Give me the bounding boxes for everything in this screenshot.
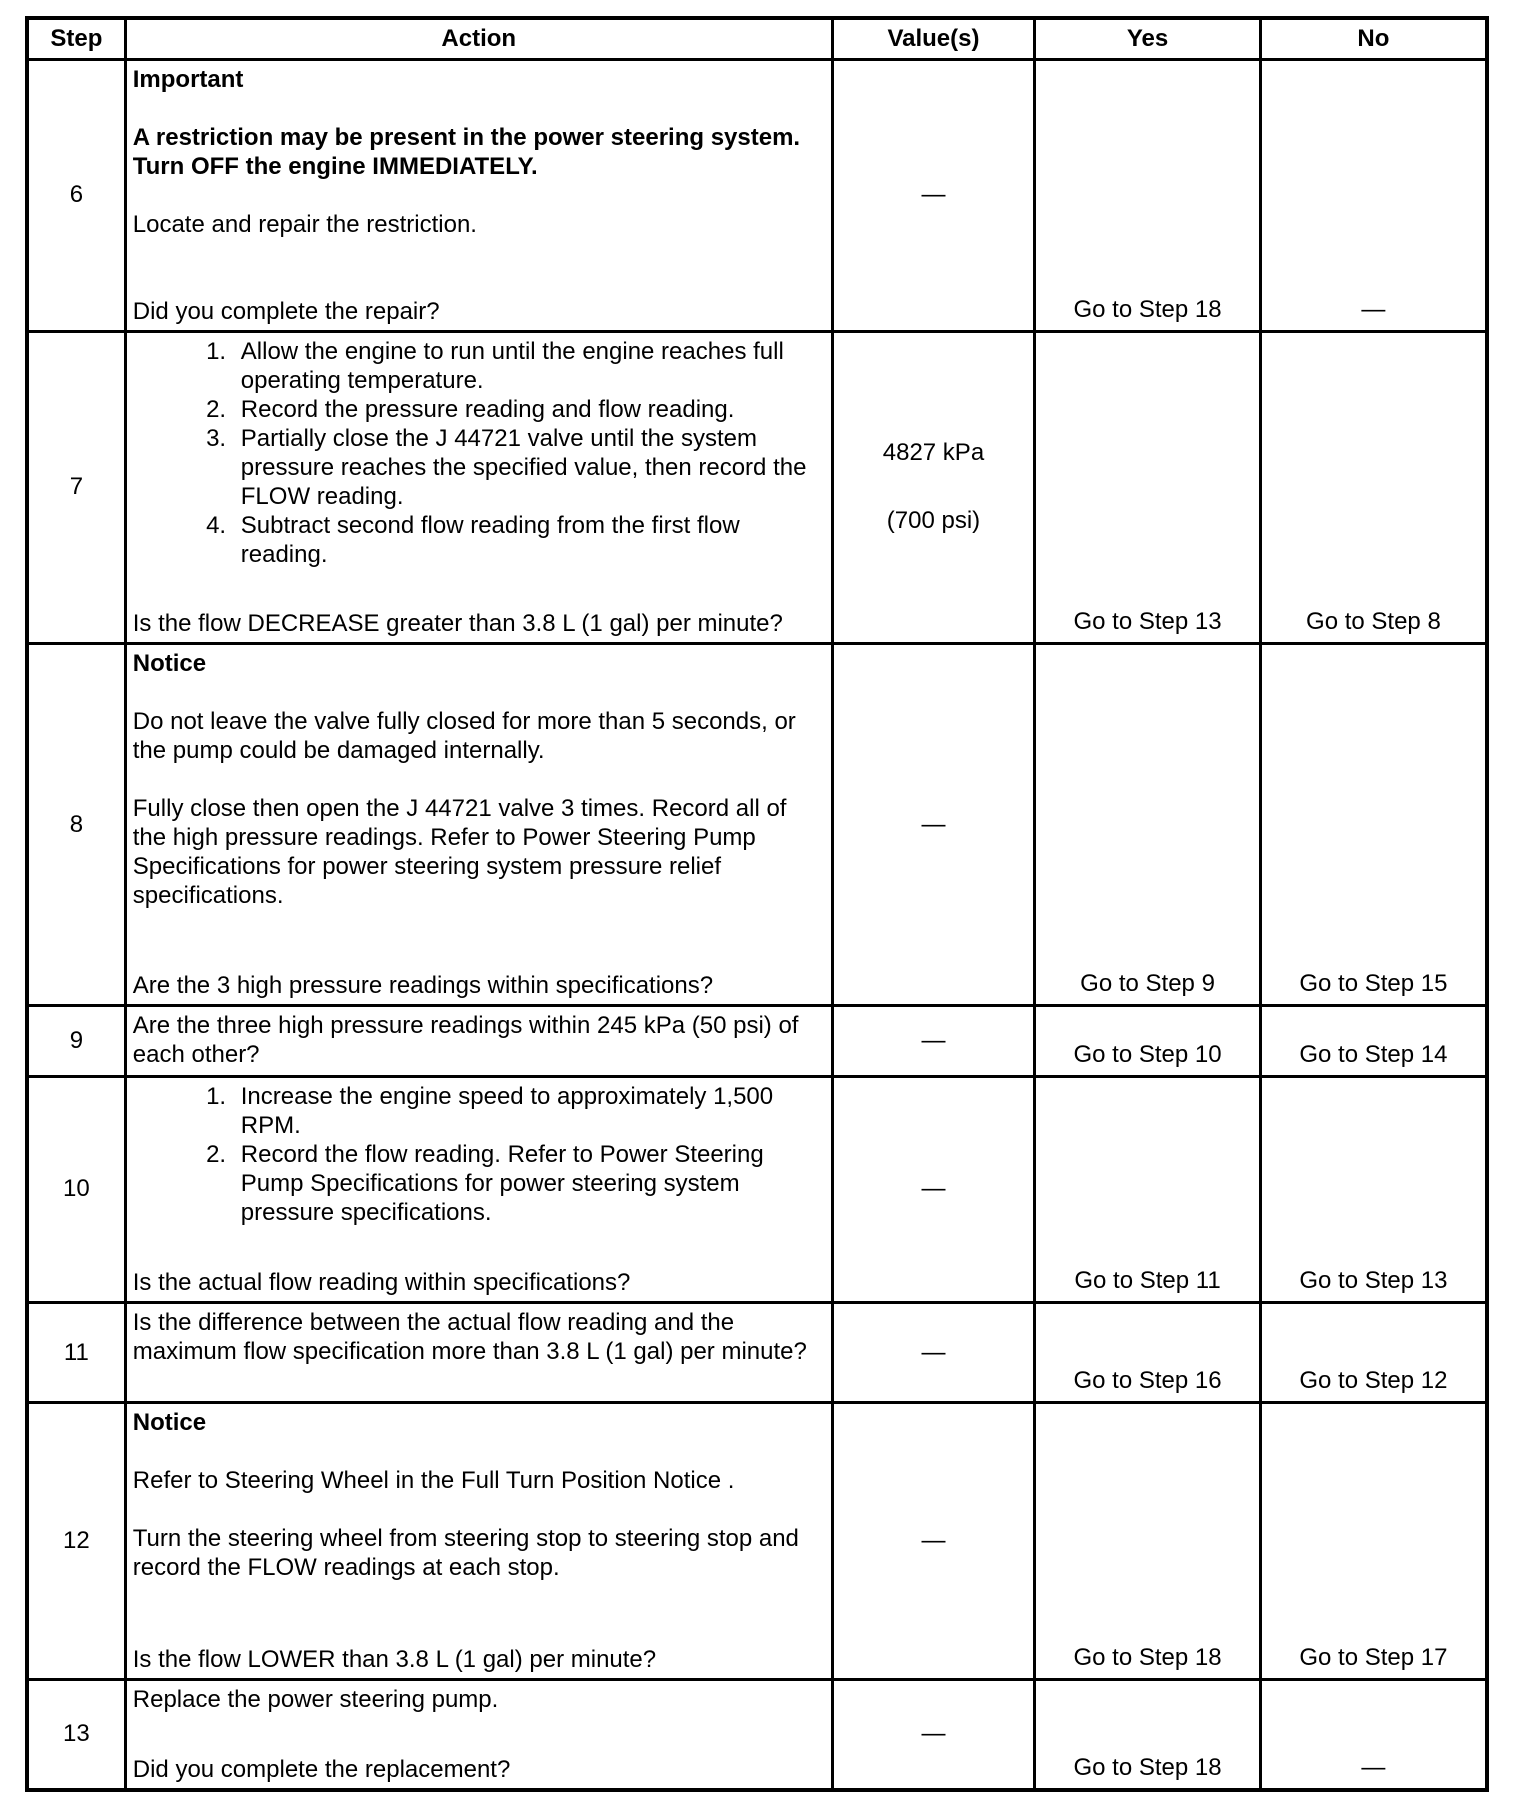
step-number: 11	[27, 1303, 125, 1403]
table-row-step-9	[27, 1006, 1487, 1076]
yes-cell: Go to Step 10	[1035, 1006, 1261, 1076]
action-question: Is the flow LOWER than 3.8 L (1 gal) per minute?	[132, 1645, 657, 1673]
no-cell: Go to Step 13	[1260, 1076, 1487, 1303]
value-psi: (700 psi)	[886, 507, 981, 535]
procedure-list	[133, 337, 823, 569]
action-text: Turn the steering wheel from steering stop to steering stop and record the FLOW readings at each stop.	[132, 1524, 799, 1581]
notice-text: Refer to Steering Wheel in the Full Turn Position Notice .	[132, 1466, 735, 1494]
notice-label: Notice	[132, 649, 207, 677]
header-yes: Yes	[1035, 18, 1261, 60]
header-action: Action	[125, 18, 832, 60]
no-cell: Go to Step 12	[1260, 1303, 1487, 1403]
table-row-step-7	[27, 331, 1487, 643]
no-cell: Go to Step 15	[1260, 643, 1487, 1005]
yes-cell: Go to Step 18	[1035, 1402, 1261, 1679]
header-step: Step	[27, 18, 125, 60]
action-question: Are the three high pressure readings within 245 kPa (50 psi) of each other?	[132, 1012, 799, 1069]
value-cell: —	[832, 643, 1035, 1005]
procedure-step: 1. Allow the engine to run until the engine reaches full operating temperature.	[233, 337, 823, 395]
action-cell	[125, 331, 832, 643]
action-cell	[125, 1402, 832, 1679]
procedure-step: 2. Record the flow reading. Refer to Power Steering Pump Specifications for power steering system pressure specifications.	[233, 1140, 823, 1227]
table-row-step-12	[27, 1402, 1487, 1679]
notice-label: Notice	[132, 1408, 207, 1436]
action-question: Is the actual flow reading within specifications?	[132, 1269, 631, 1297]
procedure-step: 4. Subtract second flow reading from the first flow reading.	[233, 511, 823, 569]
yes-cell: Go to Step 18	[1035, 60, 1261, 332]
action-text: Fully close then open the J 44721 valve 3 times. Record all of the high pressure readings. Refer to Power Steering Pump Specifications for power steering system pressure relief specifications.	[132, 794, 787, 909]
value-cell	[832, 331, 1035, 643]
action-question: Did you complete the replacement?	[132, 1756, 511, 1783]
procedure-list	[133, 1082, 823, 1227]
no-cell: Go to Step 14	[1260, 1006, 1487, 1076]
yes-cell: Go to Step 11	[1035, 1076, 1261, 1303]
yes-cell: Go to Step 9	[1035, 643, 1261, 1005]
step-number: 8	[27, 643, 125, 1005]
action-question: Are the 3 high pressure readings within specifications?	[132, 972, 714, 1000]
action-cell	[125, 1076, 832, 1303]
value-kpa: 4827 kPa	[882, 439, 985, 467]
warning-text: A restriction may be present in the power steering system. Turn OFF the engine IMMEDIATELY.	[132, 124, 801, 180]
step-number: 6	[27, 60, 125, 332]
action-text: Replace the power steering pump.	[132, 1685, 499, 1713]
step-number: 13	[27, 1679, 125, 1790]
yes-cell: Go to Step 16	[1035, 1303, 1261, 1403]
table-row-step-6	[27, 60, 1487, 332]
yes-cell: Go to Step 18	[1035, 1679, 1261, 1790]
action-question: Is the difference between the actual flow reading and the maximum flow specification more than 3.8 L (1 gal) per minute?	[132, 1309, 807, 1366]
action-text: Locate and repair the restriction.	[132, 211, 477, 238]
header-row	[27, 18, 1487, 60]
table-row-step-13	[27, 1679, 1487, 1790]
no-cell: —	[1260, 60, 1487, 332]
action-question: Is the flow DECREASE greater than 3.8 L (1 gal) per minute?	[132, 609, 783, 637]
table-row-step-11	[27, 1303, 1487, 1403]
action-cell	[125, 1006, 832, 1076]
value-cell: —	[832, 1076, 1035, 1303]
header-no: No	[1260, 18, 1487, 60]
step-number: 7	[27, 331, 125, 643]
procedure-step: 2. Record the pressure reading and flow reading.	[233, 395, 823, 424]
procedure-step: 1. Increase the engine speed to approximately 1,500 RPM.	[233, 1082, 823, 1140]
value-cell: —	[832, 1402, 1035, 1679]
action-cell	[125, 1679, 832, 1790]
notice-text: Do not leave the valve fully closed for more than 5 seconds, or the pump could be damaged internally.	[132, 707, 796, 764]
table-row-step-8	[27, 643, 1487, 1005]
important-label: Important	[132, 66, 244, 93]
action-cell	[125, 1303, 832, 1403]
step-number: 9	[27, 1006, 125, 1076]
no-cell: —	[1260, 1679, 1487, 1790]
value-cell: —	[832, 1006, 1035, 1076]
action-cell	[125, 60, 832, 332]
header-values: Value(s)	[832, 18, 1035, 60]
table-row-step-10	[27, 1076, 1487, 1303]
value-cell: —	[832, 60, 1035, 332]
diagnostic-table	[25, 16, 1489, 1792]
step-number: 12	[27, 1402, 125, 1679]
step-number: 10	[27, 1076, 125, 1303]
action-question: Did you complete the repair?	[132, 297, 440, 325]
procedure-step: 3. Partially close the J 44721 valve until the system pressure reaches the specified value, then record the FLOW reading.	[233, 424, 823, 511]
no-cell: Go to Step 17	[1260, 1402, 1487, 1679]
no-cell: Go to Step 8	[1260, 331, 1487, 643]
action-cell	[125, 643, 832, 1005]
value-cell: —	[832, 1303, 1035, 1403]
yes-cell: Go to Step 13	[1035, 331, 1261, 643]
value-cell: —	[832, 1679, 1035, 1790]
